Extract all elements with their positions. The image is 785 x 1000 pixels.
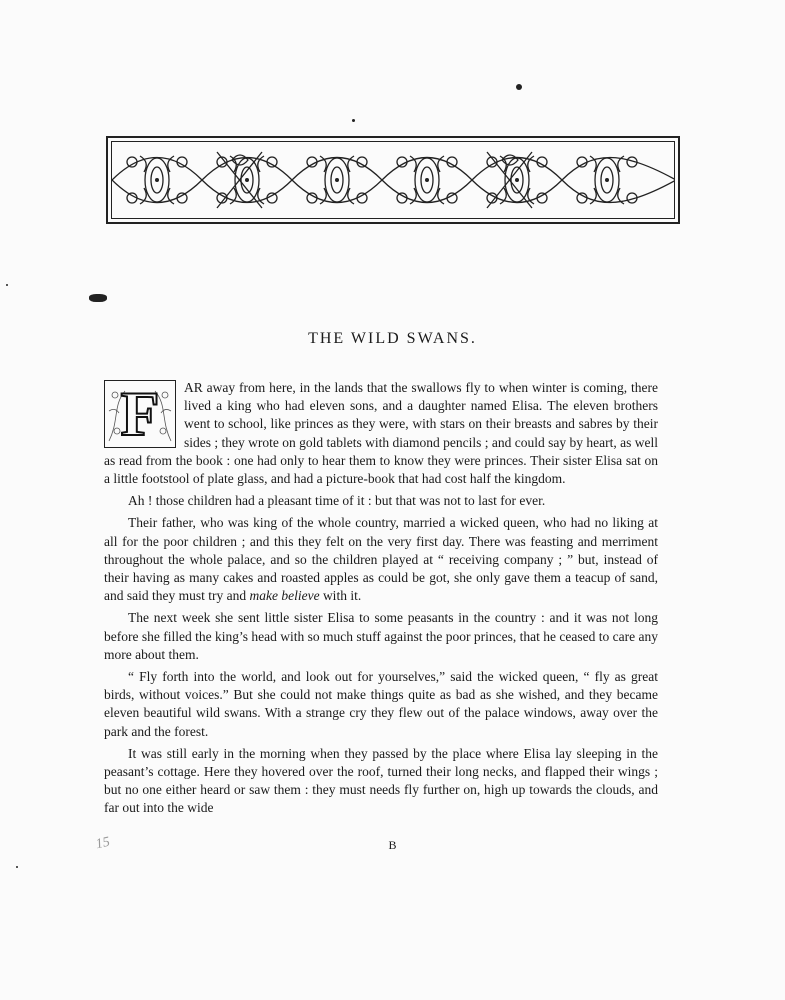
story-title: THE WILD SWANS.	[308, 330, 477, 347]
ink-blot	[89, 294, 107, 302]
ornamental-headpiece	[106, 136, 680, 224]
paragraph	[104, 514, 658, 605]
signature-mark: B	[388, 838, 397, 852]
paragraph: “ Fly forth into the world, and look out for yourselves,” said the wicked queen, “ fly as great birds, without voices.” But she could not make things quite as bad as she wished, and they became eleven beautiful wild swans. With a strange cry they flew out of the palace windows, away over the park and the forest.	[104, 669, 658, 739]
pencil-annotation: 15	[94, 834, 112, 853]
initial-letter: F	[120, 378, 160, 449]
ink-speck	[16, 866, 18, 868]
ink-speck	[352, 119, 355, 122]
paragraph-text: with it.	[319, 588, 362, 604]
paragraph-text: AR away from here, in the lands that the swallows fly to when winter is coming, there lived a king who had eleven sons, and a daughter named Elisa. The eleven brothers went to school, like princes as they were, with stars on their breasts and sabres by their sides ; they wrote on gold tablets with diamond pencils ; and could say by heart, as well as read from the book : one had only to hear them to know they were princes. Their sister Elisa sat on a little footstool of plate glass, and had a picture-book that had cost half the kingdom.	[104, 380, 658, 487]
paragraph: The next week she sent little sister Elisa to some peasants in the country : and it was not long before she filled the king’s head with so much stuff against the poor princes, that he ceased to care any more about them.	[104, 610, 658, 662]
paragraph	[104, 379, 658, 488]
italic-phrase: make believe	[249, 588, 320, 604]
ink-speck	[6, 284, 8, 286]
ink-speck	[516, 84, 522, 90]
decorative-initial	[104, 380, 176, 448]
floral-ornament-icon	[112, 142, 675, 218]
story-body	[104, 379, 658, 822]
paragraph: Ah ! those children had a pleasant time of it : but that was not to last for ever.	[128, 493, 546, 509]
paragraph: It was still early in the morning when they passed by the place where Elisa lay sleeping in the peasant’s cottage. Here they hovered over the roof, turned their long necks, and flapped their wings ; but no one either heard or saw them : they must needs fly further on, high up towards the clouds, and far out into the wide	[104, 745, 658, 816]
paragraph-text: Their father, who was king of the whole country, married a wicked queen, who had no liking at all for the poor children ; and this they felt on the very first day. There was feasting and merriment throughout the whole palace, and so the children played at “ receiving company ; ” but, instead of their having as many cakes and roasted apples as could be got, she only gave them a teacup of sand, and said they must try and	[104, 515, 658, 604]
